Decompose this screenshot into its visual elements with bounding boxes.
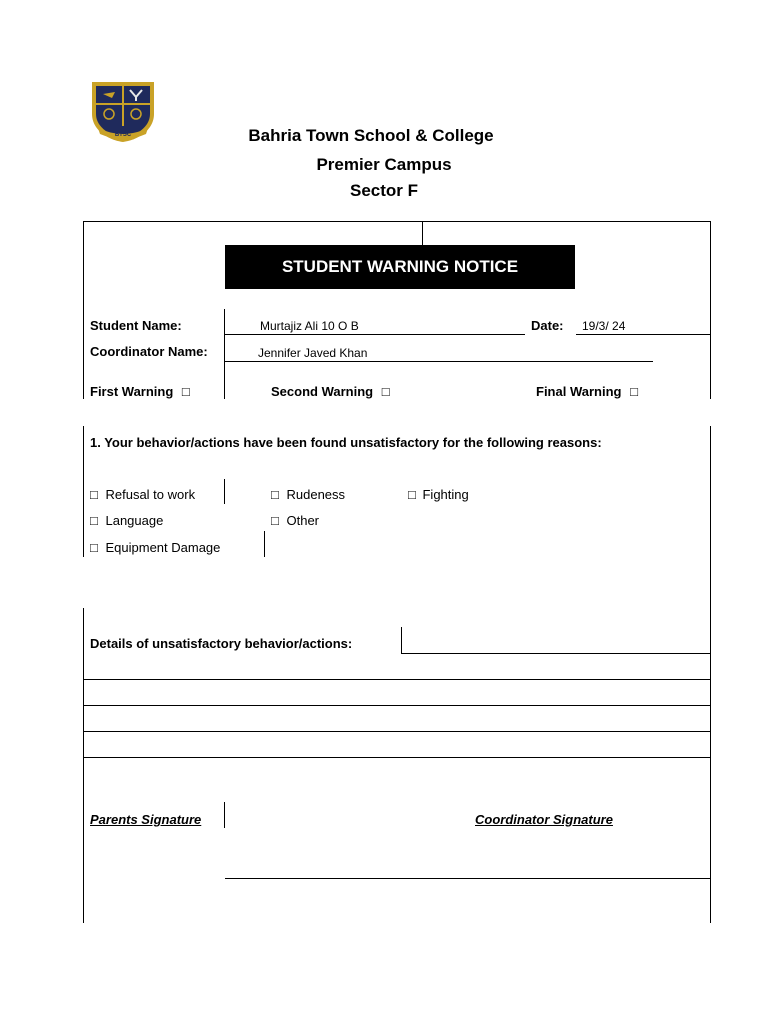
frame-right-2 xyxy=(710,426,711,923)
second-warning-option[interactable] xyxy=(271,384,390,399)
svg-text:BTSC: BTSC xyxy=(114,132,132,138)
reason-refusal-checkbox[interactable]: □ xyxy=(90,487,98,502)
first-warning-checkbox[interactable]: □ xyxy=(181,384,190,399)
coordinator-name-value[interactable]: Jennifer Javed Khan xyxy=(258,346,368,360)
reason-rudeness-checkbox[interactable]: □ xyxy=(271,487,279,502)
school-name: Bahria Town School & College xyxy=(248,126,494,145)
reasons-heading: 1. Your behavior/actions have been found unsatisfactory for the following reasons: xyxy=(90,435,602,450)
sector-name: Sector F xyxy=(349,181,419,200)
reason-language-label: Language xyxy=(105,513,164,528)
reason-other-label: Other xyxy=(286,513,319,528)
reasons-divider-2 xyxy=(264,531,265,557)
reason-fighting[interactable] xyxy=(408,487,469,502)
frame-top xyxy=(83,221,711,222)
second-warning-label: Second Warning xyxy=(271,384,374,399)
reason-refusal-label: Refusal to work xyxy=(105,487,196,502)
date-value[interactable]: 19/3/ 24 xyxy=(582,319,626,333)
reason-other-checkbox[interactable]: □ xyxy=(271,513,279,528)
reason-fighting-checkbox[interactable]: □ xyxy=(408,487,416,502)
details-line-3[interactable] xyxy=(83,731,711,732)
student-name-underline xyxy=(225,334,525,335)
details-line-1[interactable] xyxy=(83,679,711,680)
date-underline xyxy=(576,334,710,335)
final-warning-label: Final Warning xyxy=(536,384,622,399)
student-name-label: Student Name: xyxy=(90,318,182,333)
reason-other[interactable] xyxy=(271,513,319,528)
coordinator-name-underline xyxy=(225,361,653,362)
details-line-0 xyxy=(401,653,711,654)
signature-line[interactable] xyxy=(225,878,711,879)
frame-left-1 xyxy=(83,221,84,399)
notice-title: STUDENT WARNING NOTICE xyxy=(225,245,575,289)
reason-rudeness[interactable] xyxy=(271,487,345,502)
date-label: Date: xyxy=(531,318,564,333)
reason-language-checkbox[interactable]: □ xyxy=(90,513,98,528)
parents-signature-label: Parents Signature xyxy=(90,812,202,827)
second-warning-checkbox[interactable]: □ xyxy=(381,384,390,399)
reason-equipment-damage[interactable] xyxy=(90,540,220,555)
frame-top-divider xyxy=(422,221,423,245)
details-line-4[interactable] xyxy=(83,757,711,758)
coordinator-signature-label: Coordinator Signature xyxy=(475,812,613,827)
reasons-divider-1 xyxy=(224,479,225,504)
signature-divider xyxy=(224,802,225,828)
details-divider xyxy=(401,627,402,654)
final-warning-checkbox[interactable]: □ xyxy=(630,384,638,399)
frame-left-2 xyxy=(83,426,84,557)
reason-refusal-to-work[interactable] xyxy=(90,487,195,502)
first-warning-option[interactable] xyxy=(90,384,190,399)
reason-rudeness-label: Rudeness xyxy=(286,487,346,502)
first-warning-label: First Warning xyxy=(90,384,174,399)
student-name-value[interactable]: Murtajiz Ali 10 O B xyxy=(260,319,359,333)
coordinator-name-label: Coordinator Name: xyxy=(90,344,208,359)
details-line-2[interactable] xyxy=(83,705,711,706)
frame-right-1 xyxy=(710,221,711,399)
reason-equipment-checkbox[interactable]: □ xyxy=(90,540,98,555)
reason-language[interactable] xyxy=(90,513,163,528)
final-warning-option[interactable] xyxy=(536,384,638,399)
campus-name: Premier Campus xyxy=(316,155,452,174)
reason-equipment-label: Equipment Damage xyxy=(105,540,221,555)
details-label: Details of unsatisfactory behavior/actions: xyxy=(90,636,353,651)
name-field-divider xyxy=(224,309,225,399)
frame-left-3 xyxy=(83,608,84,923)
reason-fighting-label: Fighting xyxy=(422,487,469,502)
